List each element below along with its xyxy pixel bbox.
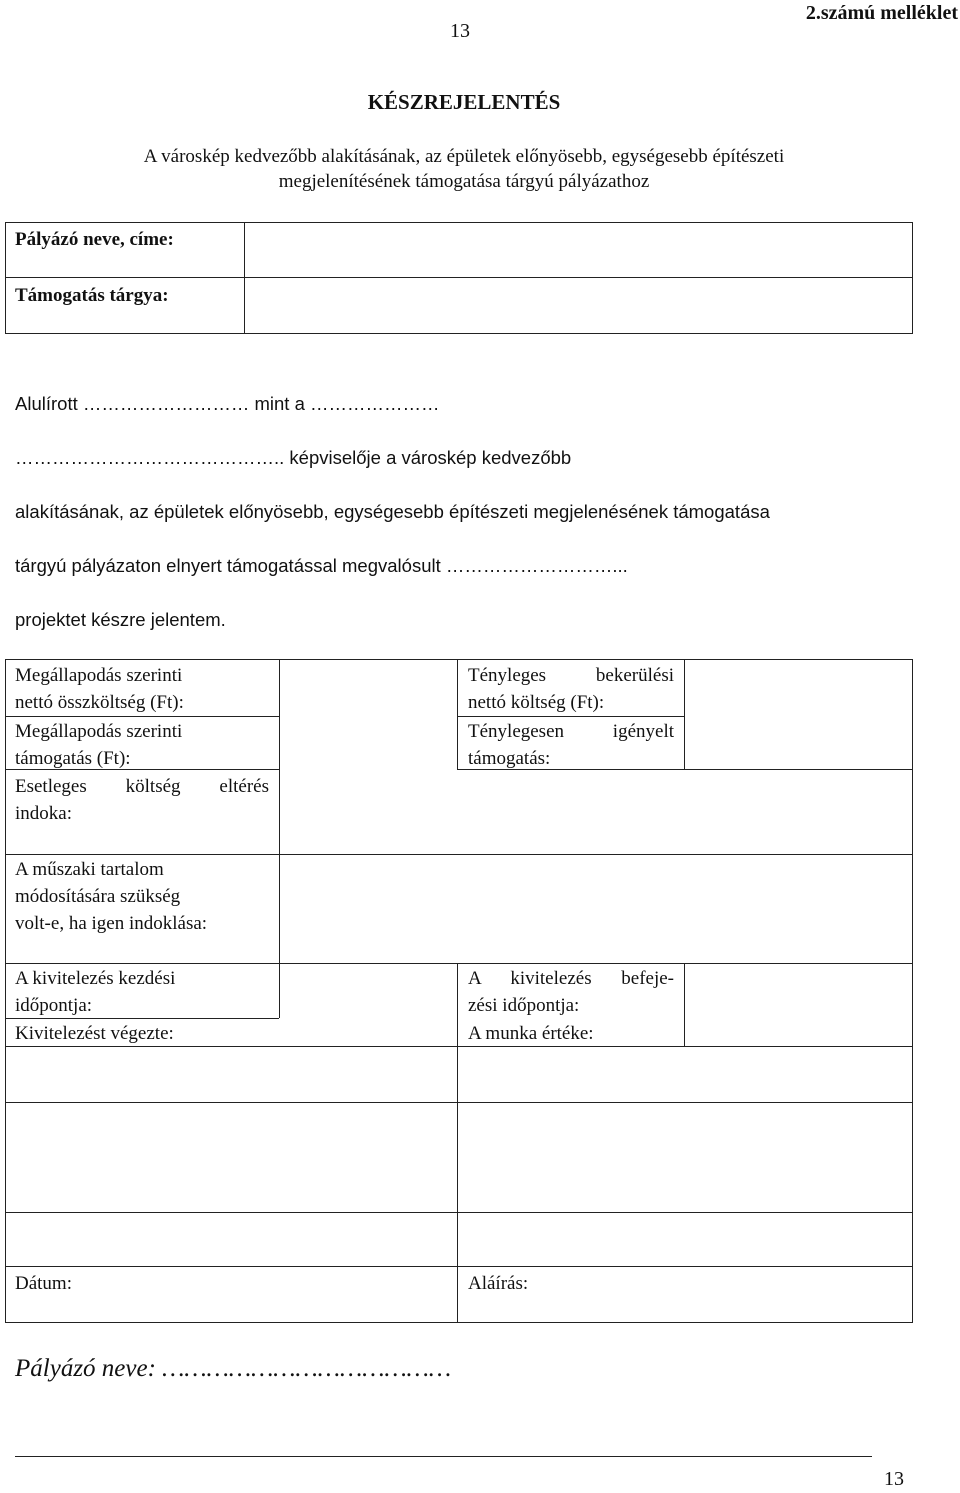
contractor-label: Kivitelezést végezte:	[15, 1023, 174, 1044]
applicant-label: Pályázó neve, címe:	[15, 229, 174, 250]
agreed-net-cost-field[interactable]	[281, 661, 456, 715]
contractor-extra-field-2[interactable]	[7, 1214, 456, 1265]
report-table-hline-1	[5, 716, 279, 717]
report-table-vline-2	[279, 854, 280, 963]
agreed-net-cost-label-line-2: nettó összköltség (Ft):	[15, 692, 184, 713]
start-date-field[interactable]	[281, 965, 456, 1017]
agreed-support-field[interactable]	[281, 718, 456, 768]
date-label: Dátum:	[15, 1273, 72, 1294]
agreed-net-cost-label	[15, 662, 270, 716]
report-table-hline-6	[5, 963, 913, 964]
report-table-hline-9	[5, 1102, 913, 1103]
page-number-bottom: 13	[884, 1468, 904, 1490]
declaration-line-3: alakításának, az épületek előnyösebb, egységesebb építészeti megjelenésének támogatása	[15, 501, 770, 522]
actual-cost-label-line-1: Tényleges bekerülési	[468, 665, 674, 686]
actual-support-label-line-2: támogatás:	[468, 748, 551, 769]
end-date-label-line-1: A kivitelezés befeje-	[468, 968, 674, 989]
start-date-label	[15, 965, 270, 1019]
actual-cost-label-line-2: nettó költség (Ft):	[468, 692, 605, 713]
report-table-hline-2	[457, 716, 684, 717]
end-date-label-line-2: zési időpontja:	[468, 995, 580, 1016]
declaration-line-2: …………………………………….. képviselője a városkép kedvezőbb	[15, 447, 572, 468]
end-date-field[interactable]	[686, 965, 911, 1045]
modification-label	[15, 856, 270, 937]
declaration-line-5: projektet készre jelentem.	[15, 609, 226, 630]
signature-label: Aláírás:	[468, 1273, 529, 1294]
subtitle-line-2: megjelenítésének támogatása tárgyú pályázathoz	[278, 171, 650, 192]
agreed-support-label-line-2: támogatás (Ft):	[15, 748, 131, 769]
work-value-extra-field-2[interactable]	[459, 1214, 911, 1265]
start-date-label-line-2: időpontja:	[15, 995, 93, 1016]
subject-label: Támogatás tárgya:	[15, 285, 169, 306]
report-table-vline-4	[457, 659, 458, 769]
report-table-vline-3	[279, 963, 280, 1018]
subtitle-line-1: A városkép kedvezőbb alakításának, az épületek előnyösebb, egységesebb építészeti	[143, 146, 785, 167]
modification-label-line-1: A műszaki tartalom	[15, 859, 164, 880]
subject-field[interactable]	[246, 279, 911, 332]
applicant-field[interactable]	[246, 224, 911, 276]
actual-support-label-line-1: Ténylegesen igényelt	[468, 721, 674, 742]
deviation-label-line-2: indoka:	[15, 803, 72, 824]
deviation-field[interactable]	[281, 771, 911, 853]
document-title: KÉSZREJELENTÉS	[367, 90, 561, 114]
modification-label-line-3: volt-e, ha igen indoklása:	[15, 913, 208, 934]
start-date-label-line-1: A kivitelezés kezdési	[15, 968, 176, 989]
actual-support-field[interactable]	[686, 718, 911, 768]
report-table-vline-1	[279, 659, 280, 854]
applicant-table-row-divider	[5, 277, 913, 278]
contractor-extra-field[interactable]	[7, 1104, 456, 1211]
declaration-line-1: Alulírott ……………………… mint a …………………	[15, 393, 440, 414]
work-value-label: A munka értéke:	[468, 1023, 594, 1044]
report-table-hline-11	[5, 1266, 913, 1267]
modification-field[interactable]	[281, 856, 911, 962]
footer-rule	[15, 1456, 872, 1457]
report-table-hline-10	[5, 1212, 913, 1213]
agreed-support-label-line-1: Megállapodás szerinti	[15, 721, 183, 742]
agreed-net-cost-label-line-1: Megállapodás szerinti	[15, 665, 183, 686]
report-table-vline-5	[684, 659, 685, 769]
report-table-vline-6	[457, 963, 458, 1323]
contractor-field[interactable]	[7, 1048, 456, 1101]
annex-label: 2.számú melléklet	[805, 2, 958, 24]
work-value-extra-field[interactable]	[459, 1104, 911, 1211]
end-date-label	[468, 965, 674, 1019]
deviation-label	[15, 773, 269, 827]
declaration-line-4: tárgyú pályázaton elnyert támogatással megvalósult ………………………...	[15, 555, 628, 576]
deviation-label-line-1: Esetleges költség eltérés	[15, 776, 269, 797]
report-table-vline-7	[684, 963, 685, 1046]
modification-label-line-2: módosítására szükség	[15, 886, 181, 907]
agreed-support-label	[15, 718, 270, 772]
actual-cost-label	[468, 662, 674, 716]
applicant-name-line: Pályázó neve: …………………………………	[15, 1355, 452, 1382]
work-value-field[interactable]	[459, 1048, 911, 1101]
actual-cost-field[interactable]	[686, 661, 911, 715]
page-number-top: 13	[450, 20, 470, 42]
report-table-hline-5	[5, 854, 913, 855]
actual-support-label	[468, 718, 674, 772]
applicant-table-divider	[244, 222, 245, 334]
